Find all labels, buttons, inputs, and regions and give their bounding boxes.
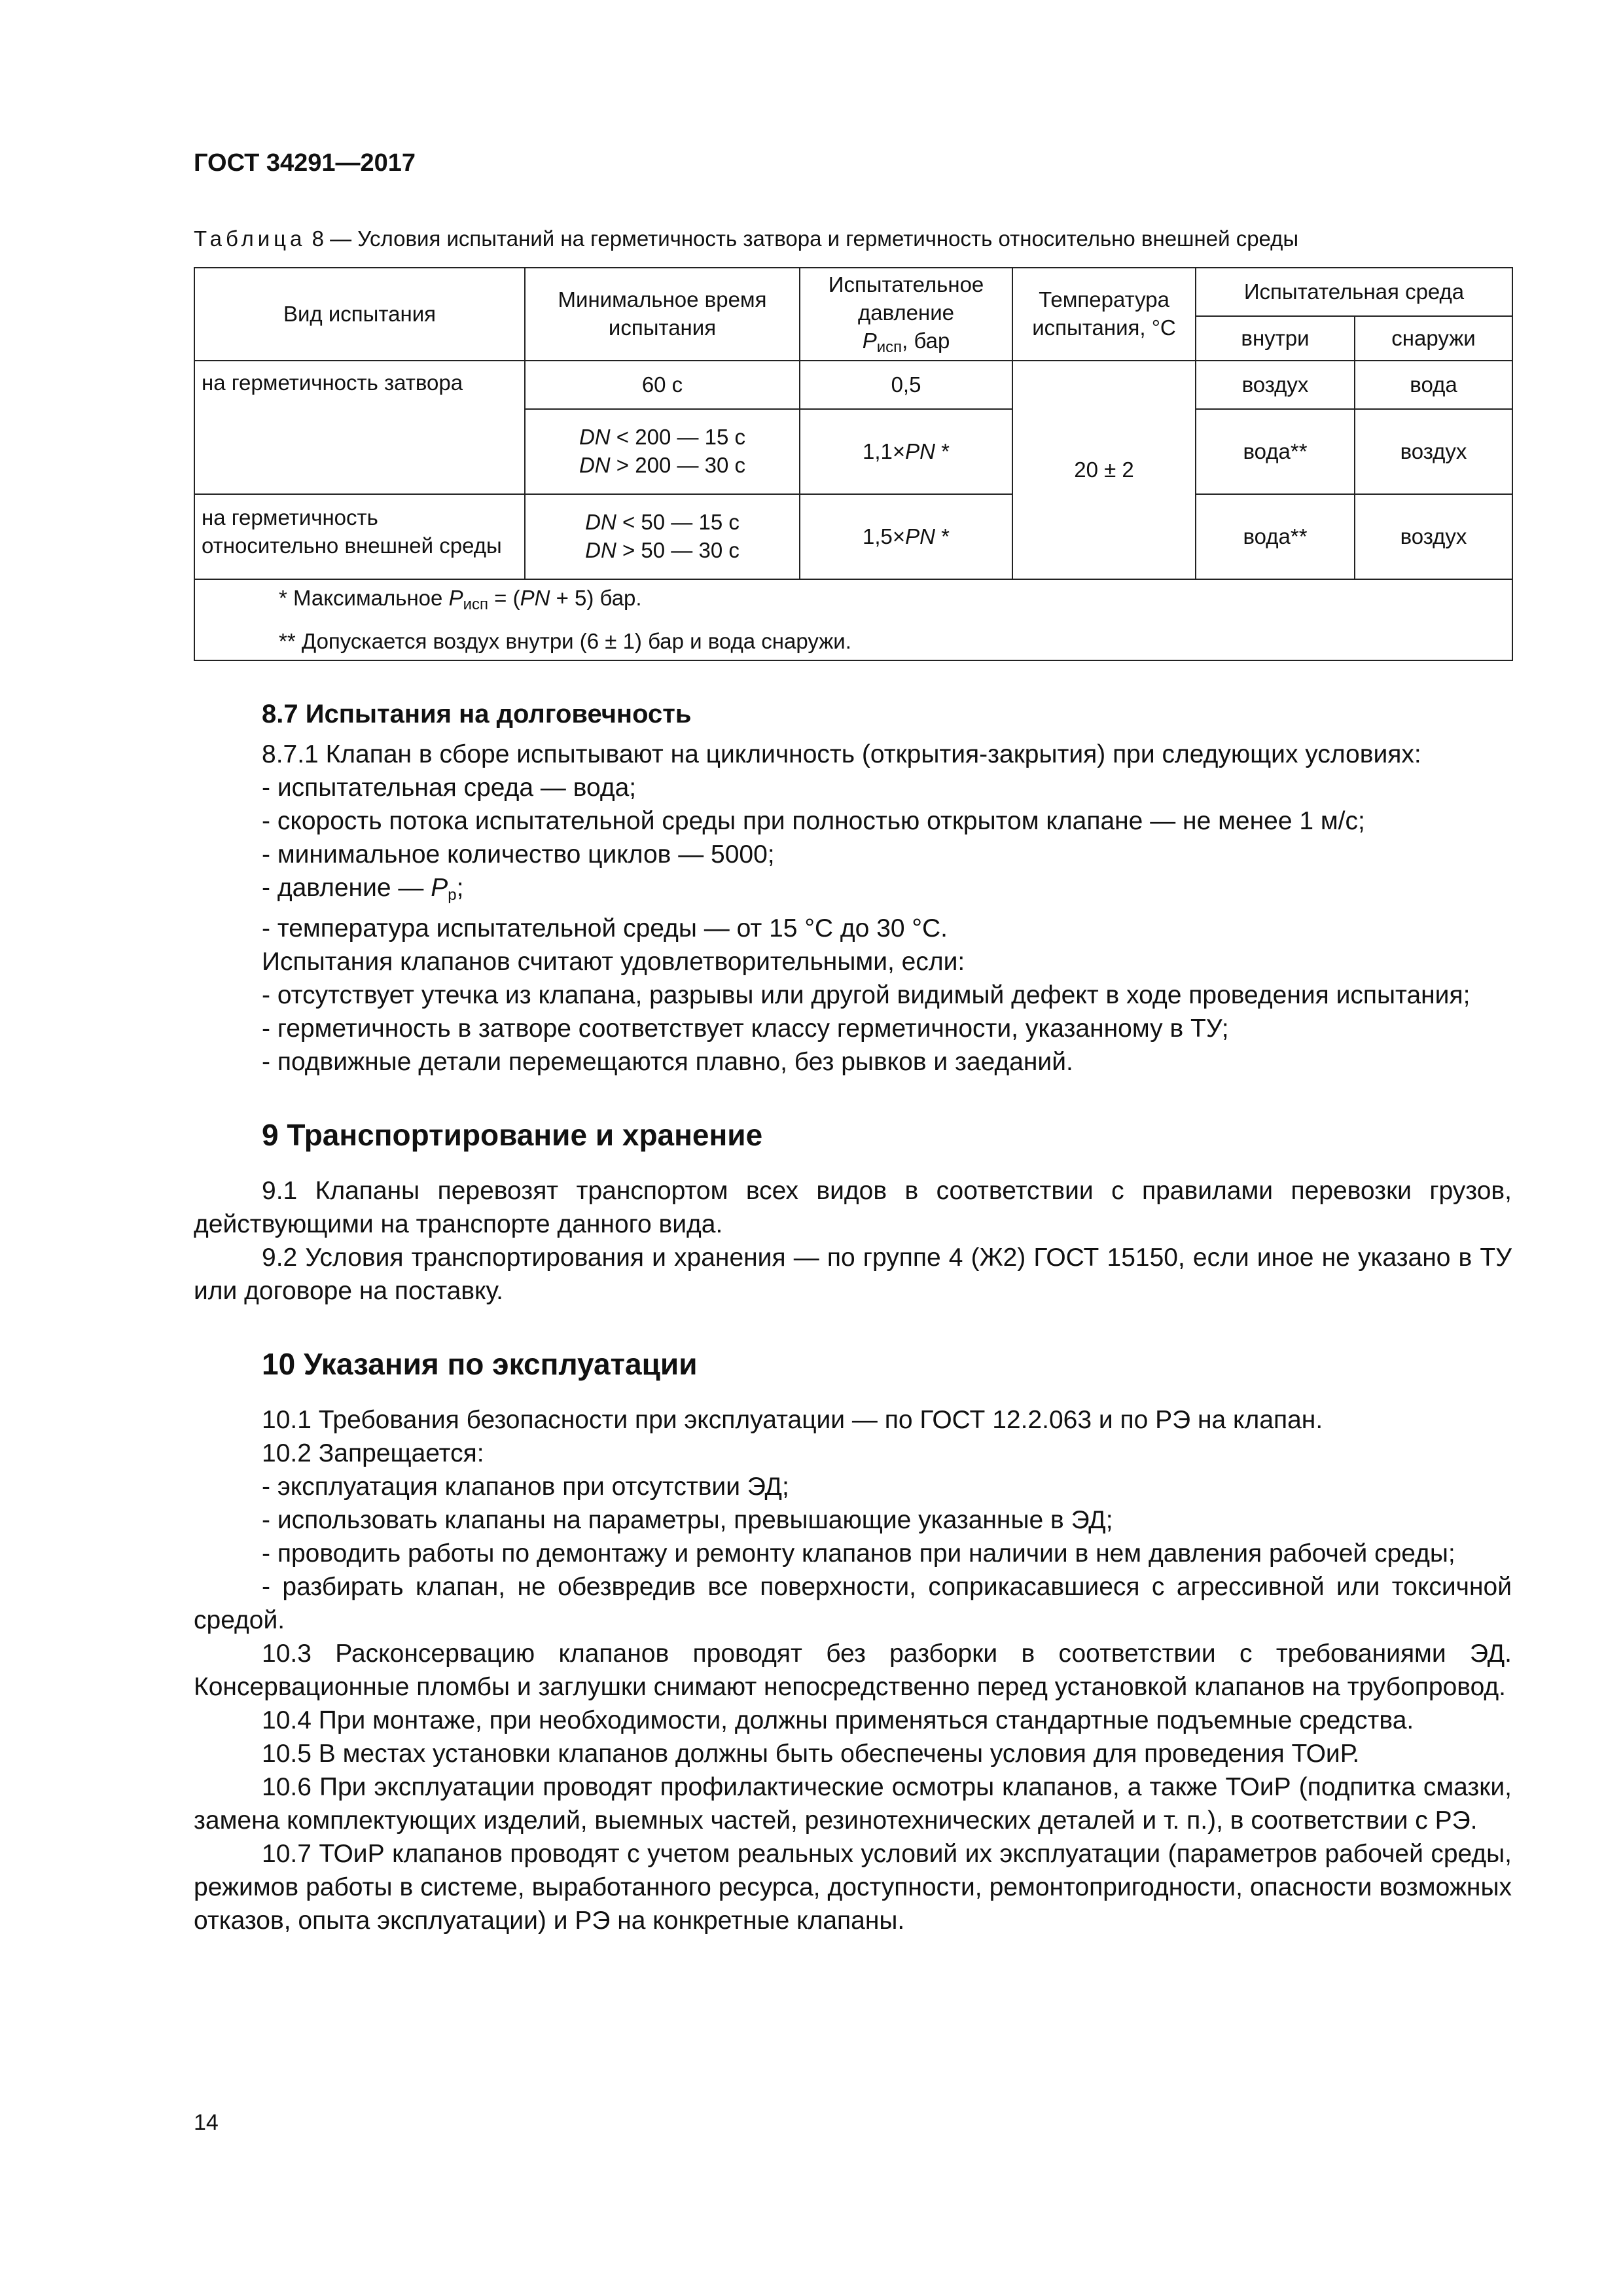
footnote-2: ** Допускается воздух внутри (6 ± 1) бар и вода снаружи.: [279, 629, 851, 653]
cell-inside-seat-dn: вода**: [1196, 409, 1355, 494]
header-pressure-label: Испытательное давление: [828, 272, 984, 325]
list-item: [194, 871, 1512, 912]
paragraph: 10.4 При монтаже, при необходимости, должны применяться стандартные подъемные средства.: [262, 1706, 1414, 1734]
pressure-subscript: р: [448, 886, 457, 904]
paragraph: 8.7.1 Клапан в сборе испытывают на цикличность (открытия-закрытия) при следующих условиях:: [262, 740, 1421, 768]
footnote-1-subscript: исп: [463, 596, 488, 613]
cell-pressure-seat: 0,5: [800, 361, 1012, 409]
pressure-factor: 1,5×: [862, 524, 906, 548]
header-min-time: Минимальное время испытания: [525, 268, 800, 361]
table-caption-text: 8 — Условия испытаний на герметичность затвора и герметичность относительно внешней среды: [312, 226, 1299, 251]
dn-value-b: > 50 — 30 с: [616, 538, 740, 562]
section-9-title: 9 Транспортирование и хранение: [262, 1118, 763, 1152]
dn-symbol: DN: [579, 453, 611, 477]
list-item: - скорость потока испытательной среды при полностью открытом клапане — не менее 1 м/с;: [262, 807, 1365, 835]
header-pressure-subscript: исп: [876, 338, 902, 356]
footnote-1-rest: + 5) бар.: [550, 586, 642, 610]
list-item-end: ;: [456, 874, 464, 902]
pressure-mark: *: [935, 524, 950, 548]
list-item-text: - давление —: [262, 874, 431, 902]
cell-inside-external: вода**: [1196, 494, 1355, 579]
header-test-medium: Испытательная среда: [1196, 268, 1512, 316]
list-item: - использовать клапаны на параметры, превышающие указанные в ЭД;: [262, 1506, 1113, 1534]
body-text: [194, 698, 1512, 1937]
paragraph: 10.5 В местах установки клапанов должны быть обеспечены условия для проведения ТОиР.: [262, 1740, 1360, 1768]
conditions-table: [194, 267, 1512, 661]
paragraph: 9.1 Клапаны перевозят транспортом всех видов в соответствии с правилами перевозки грузов, действующими на транспорте данного вида.: [194, 1177, 1512, 1238]
cell-temperature: 20 ± 2: [1012, 361, 1196, 579]
header-pressure: [800, 268, 1012, 361]
list-item: - температура испытательной среды — от 15 °С до 30 °С.: [262, 914, 948, 942]
list-item: - герметичность в затворе соответствует классу герметичности, указанному в ТУ;: [262, 1014, 1229, 1043]
list-item: - отсутствует утечка из клапана, разрывы или другой видимый дефект в ходе проведения испытания;: [262, 981, 1471, 1009]
paragraph: 10.1 Требования безопасности при эксплуатации — по ГОСТ 12.2.063 и по РЭ на клапан.: [262, 1406, 1323, 1434]
cell-inside-seat: воздух: [1196, 361, 1355, 409]
paragraph: 10.7 ТОиР клапанов проводят с учетом реальных условий их эксплуатации (параметров рабочей среды, режимов работы в системе, выработанного ресурса, доступности, ремонтопригодности, опасности возможных отказов, опыта эксплуатации) и РЭ на конкретные клапаны.: [194, 1840, 1512, 1935]
dn-symbol: DN: [585, 538, 616, 562]
header-pressure-symbol: P: [862, 328, 877, 353]
footnote-1-pn: PN: [520, 586, 550, 610]
table-footnotes: [194, 579, 1512, 660]
list-item: - эксплуатация клапанов при отсутствии ЭД;: [262, 1473, 789, 1501]
header-pressure-unit: , бар: [902, 328, 950, 353]
cell-outside-seat: вода: [1355, 361, 1512, 409]
paragraph: 9.2 Условия транспортирования и хранения — по группе 4 (Ж2) ГОСТ 15150, если иное не указано в ТУ или договоре на поставку.: [194, 1244, 1512, 1305]
list-item: - подвижные детали перемещаются плавно, без рывков и заеданий.: [262, 1048, 1073, 1076]
footnote-1-symbol: P: [448, 586, 463, 610]
section-8-7-title: 8.7 Испытания на долговечность: [262, 700, 692, 728]
dn-symbol: DN: [585, 510, 616, 535]
table-caption: [194, 226, 1298, 251]
pressure-factor: 1,1×: [862, 439, 906, 463]
cell-time-external: [525, 494, 800, 579]
cell-outside-seat-dn: воздух: [1355, 409, 1512, 494]
cell-time-seat: 60 с: [525, 361, 800, 409]
footnote-1-eq: = (: [488, 586, 520, 610]
paragraph: 10.6 При эксплуатации проводят профилактические осмотры клапанов, а также ТОиР (подпитка смазки, замена комплектующих изделий, выемных частей, резинотехнических деталей и т. п.), в соответствии с РЭ.: [194, 1773, 1512, 1835]
page-number: 14: [194, 2110, 219, 2135]
section-10-title: 10 Указания по эксплуатации: [262, 1347, 698, 1381]
paragraph: Испытания клапанов считают удовлетворительными, если:: [262, 948, 965, 976]
list-item: - проводить работы по демонтажу и ремонту клапанов при наличии в нем давления рабочей среды;: [262, 1539, 1455, 1568]
dn-value-a: < 200 — 15 с: [610, 425, 746, 450]
cell-pressure-seat-dn: [800, 409, 1012, 494]
pressure-symbol: P: [431, 874, 448, 902]
dn-value-a: < 50 — 15 с: [616, 510, 740, 535]
cell-type-seat: на герметичность затвора: [194, 361, 525, 494]
document-header: ГОСТ 34291—2017: [194, 149, 416, 177]
dn-value-b: > 200 — 30 с: [610, 453, 746, 477]
cell-type-external: на герметичность относительно внешней среды: [194, 494, 525, 579]
list-item: - разбирать клапан, не обезвредив все поверхности, соприкасавшиеся с агрессивной или токсичной средой.: [194, 1573, 1512, 1634]
pn-symbol: PN: [905, 524, 935, 548]
paragraph: 10.3 Расконсервацию клапанов проводят без разборки в соответствии с требованиями ЭД. Консервационные пломбы и заглушки снимают непосредственно перед установкой клапанов на трубопровод.: [194, 1640, 1512, 1701]
table-caption-label: Таблица: [194, 226, 306, 251]
pressure-mark: *: [935, 439, 950, 463]
paragraph: 10.2 Запрещается:: [262, 1439, 484, 1467]
dn-symbol: DN: [579, 425, 611, 450]
header-inside: внутри: [1196, 316, 1355, 361]
list-item: - испытательная среда — вода;: [262, 774, 637, 802]
footnote-1-text: * Максимальное: [279, 586, 449, 610]
footnote-1: [195, 580, 1512, 623]
pn-symbol: PN: [905, 439, 935, 463]
cell-time-seat-dn: [525, 409, 800, 494]
cell-outside-external: воздух: [1355, 494, 1512, 579]
list-item: - минимальное количество циклов — 5000;: [262, 840, 775, 869]
header-temperature: Температура испытания, °C: [1012, 268, 1196, 361]
header-test-type: Вид испытания: [194, 268, 525, 361]
cell-pressure-external: [800, 494, 1012, 579]
header-outside: снаружи: [1355, 316, 1512, 361]
